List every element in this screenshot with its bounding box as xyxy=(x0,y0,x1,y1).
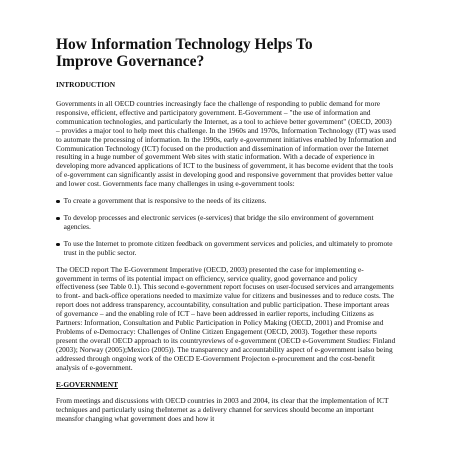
bullet-icon xyxy=(56,243,60,247)
bullet-text: To use the Internet to promote citizen feedback on government services and policies, and ultimately to promote trust in the public sector. xyxy=(63,238,393,257)
bullet-text: To develop processes and electronic services (e-services) that bridge the silo environment of government agencies. xyxy=(63,212,374,231)
bullet-item xyxy=(56,214,397,232)
oecd-report-paragraph: The OECD report The E-Government Imperative (OECD, 2003) presented the case for implementing e-government in terms of its potential impact on efficiency, service quality, good governance and policy effectiveness (see Table 0.1). This second e-government report focuses on user-focused services and arrangements to front- and back-office operations needed to maximize value for citizens and businesses and to reduce costs. The report does not address transparency, accountability, consultation and public participation. These important areas of governance – and the enabling role of ICT – have been addressed in earlier reports, including Citizens as Partners: Information, Consultation and Public Participation in Policy Making (OECD, 2001) and Promise and Problems of e-Democracy: Challenges of Online Citizen Engagement (OECD, 2003). Together these reports present the overall OECD approach to its countryreviews of e-government (OECD e-Government Studies: Finland (2003); Norway (2005);Mexico (2005)). The transparency and accountability aspect of e-government isalso being addressed through ongoing work of the OECD E-Government Projecton e-procurement and the cost-benefit analysis of e-government. xyxy=(56,264,396,372)
bullet-icon xyxy=(56,217,60,221)
intro-paragraph: Governments in all OECD countries increasingly face the challenge of responding to public demand for more responsive, efficient, effective and participatory government. E-Government – "the use of information and communication technologies, and particularly the Internet, as a tool to achieve better government" (OECD, 2003) – provides a major tool to help meet this challenge. In the 1960s and 1970s, Information Technology (IT) was used to automate the processing of information. In the 1990s, early e-government initiatives enabled by Information and Communication Technology (ICT) focused on the production and dissemination of information over the Internet resulting in a huge number of government Web sites with static information. With a decade of experience in developing more advanced applications of ICT to the business of government, it has become evident that the tools of e-government can significantly assist in developing good and responsive government that provides better value and lower cost. Governments face many challenges in using e-government tools: xyxy=(56,99,397,189)
e-government-heading: E-GOVERNMENT xyxy=(56,380,119,390)
introduction-heading: INTRODUCTION xyxy=(56,80,116,89)
bullet-item xyxy=(56,240,397,258)
bullet-icon xyxy=(56,200,60,204)
page-title: How Information Technology Helps To Improve Governance? xyxy=(56,36,313,70)
e-government-paragraph: From meetings and discussions with OECD countries in 2003 and 2004, its clear that the implementation of ICT techniques and particularly using theInternet as a delivery channel for services should become an important meansfor changing what government does and how it xyxy=(56,396,389,424)
bullet-item xyxy=(56,197,397,206)
bullet-text: To create a government that is responsive to the needs of its citizens. xyxy=(63,196,267,206)
